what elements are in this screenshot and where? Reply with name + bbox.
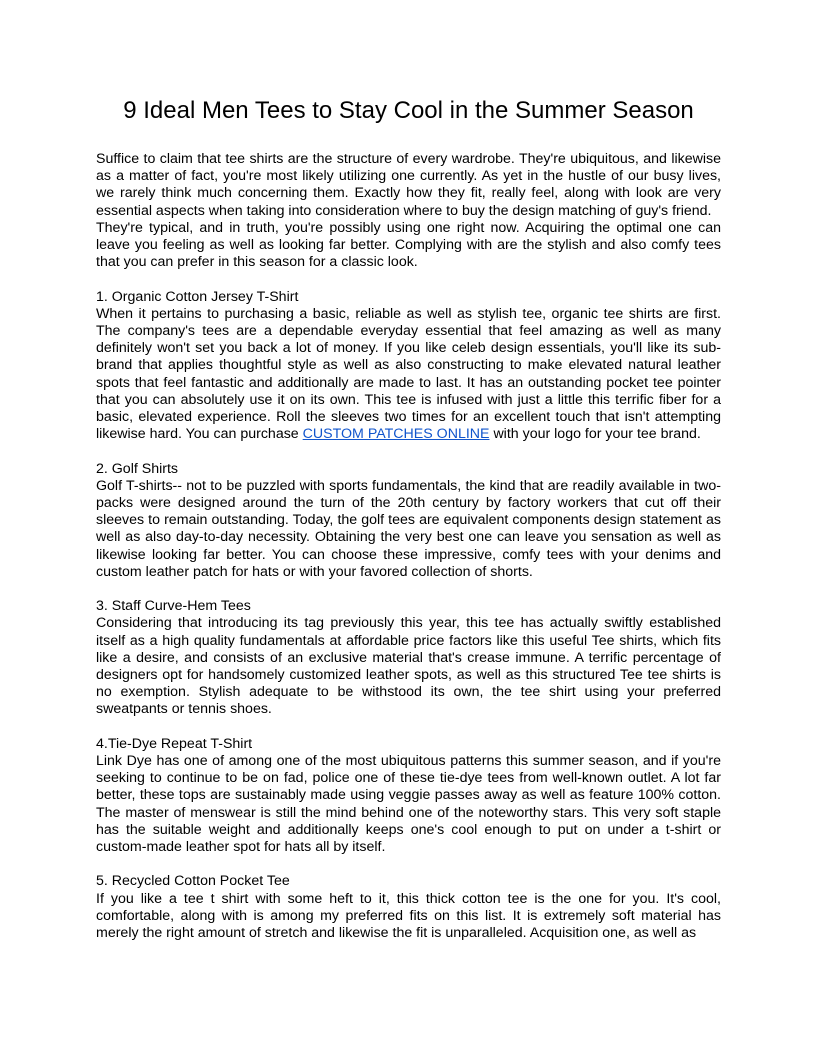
- page-title: 9 Ideal Men Tees to Stay Cool in the Summer Season: [123, 97, 694, 124]
- section-2-text: Golf T-shirts-- not to be puzzled with sports fundamentals, the kind that are readily available in two-packs were designed around the turn of the 20th century by factory workers that cut off their sleeves to remain outstanding. Today, the golf tees are equivalent components design statement as well as also day-to-day necessity. Obtaining the very best one can leave you sensation as well as likewise looking far better. You can choose these impressive, comfy tees with your denims and custom leather patch for hats or with your favored collection of shorts.: [96, 477, 721, 580]
- section-5-text: If you like a tee t shirt with some heft to it, this thick cotton tee is the one for you. It's cool, comfortable, along with is among my preferred fits on this list. It is extremely soft material has merely the right amount of stretch and likewise the fit is unparalleled. Acquisition one, as well as: [96, 890, 721, 942]
- custom-patches-link[interactable]: CUSTOM PATCHES ONLINE: [302, 426, 490, 443]
- paragraph-gap: [96, 271, 721, 288]
- section-4-heading: 4.Tie-Dye Repeat T-Shirt: [96, 735, 253, 752]
- paragraph-gap: [96, 719, 721, 736]
- section-1-heading: 1. Organic Cotton Jersey T-Shirt: [96, 288, 299, 305]
- section-3-text: Considering that introducing its tag previously this year, this tee has actually swiftly established itself as a high quality fundamentals at affordable price factors like this useful Tee shirts, which fits like a desire, and consists of an exclusive material that's crease immune. A terrific percentage of designers opt for handsomely customized leather spots, as well as this structured Tee tee shirts is no exemption. Stylish adequate to be withstood its own, the tee shirt using your preferred sweatpants or tennis shoes.: [96, 615, 721, 718]
- section-4-text: Link Dye has one of among one of the most ubiquitous patterns this summer season, and if you're seeking to continue to be on fad, police one of these tie-dye tees from well-known outlet. A lot far better, these tops are sustainably made using veggie passes away as well as feature 100% cotton. The master of menswear is still the mind behind one of the noteworthy stars. This very soft staple has the suitable weight and additionally keeps one's cool enough to put on under a t-shirt or custom-made leather spot for hats all by itself.: [96, 753, 721, 856]
- intro-paragraph-1: Suffice to claim that tee shirts are the structure of every wardrobe. They're ubiquitous, and likewise as a matter of fact, you're most likely utilizing one currently. As yet in the hustle of our busy lives, we rarely think much concerning them. Exactly how they fit, really feel, along with look are very essential aspects when taking into consideration where to buy the design matching of guy's friend.: [96, 151, 721, 219]
- paragraph-gap: [96, 856, 721, 873]
- section-3-heading: 3. Staff Curve-Hem Tees: [96, 598, 251, 615]
- section-2-heading: 2. Golf Shirts: [96, 460, 179, 477]
- intro-paragraph-2: They're typical, and in truth, you're possibly using one right now. Acquiring the optimal one can leave you feeling as well as looking far better. Complying with are the stylish and also comfy tees that you can prefer in this season for a classic look.: [96, 219, 721, 271]
- paragraph-gap: [96, 581, 721, 598]
- section-1-text-before-link: When it pertains to purchasing a basic, reliable as well as stylish tee, organic tee shirts are first. The company's tees are a dependable everyday essential that feel amazing as well as many definitely won't set you back a lot of money. If you like celeb design essentials, you'll like its sub-brand that applies thoughtful style as well as also constructing to make elevated natural leather spots that feel fantastic and additionally are made to last. It has an outstanding pocket tee pointer that you can absolutely use it on its own. This tee is infused with just a little this terrific fiber for a basic, elevated experience. Roll the sleeves two times for an excellent touch that isn't attempting likewise hard. You can purchase: [96, 305, 721, 443]
- section-1-text: [96, 306, 721, 444]
- section-5-heading: 5. Recycled Cotton Pocket Tee: [96, 873, 290, 890]
- document-body: [96, 151, 721, 942]
- section-1-text-after-link: with your logo for your tee brand.: [493, 426, 701, 443]
- paragraph-gap: [96, 443, 721, 460]
